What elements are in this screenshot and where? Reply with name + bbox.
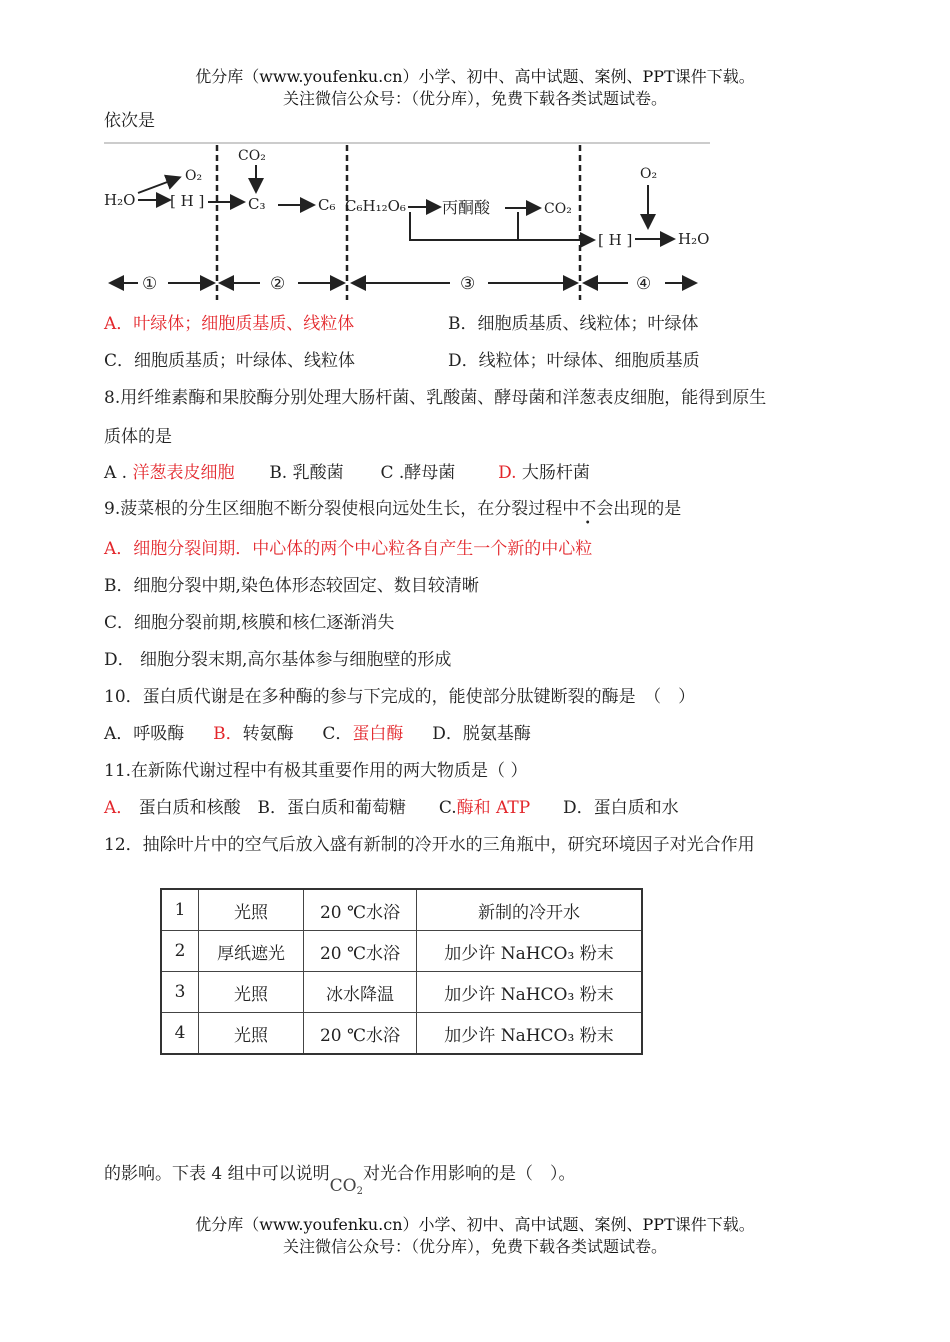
q9-option-b: B．细胞分裂中期,染色体形态较固定、数目较清晰 [104, 576, 479, 596]
table-cell: 冰水降温 [304, 972, 417, 1013]
region-label-4: ④ [636, 274, 652, 294]
header-line-2: 关注微信公众号：（优分库），免费下载各类试题试卷。 [282, 89, 667, 108]
label-pyruvate: 丙酮酸 [442, 198, 491, 217]
intro-text: 依次是 [104, 111, 155, 131]
q8-stem-line2: 质体的是 [104, 427, 172, 447]
table-cell: 加少许 NaHCO₃ 粉末 [417, 972, 643, 1013]
q9-stem-part-a: 9.菠菜根的分生区细胞不断分裂使根向远处生长，在分裂过程中 [104, 499, 580, 519]
q12-tail [104, 1163, 576, 1197]
q7-option-b: B．细胞质基质、线粒体；叶绿体 [448, 314, 699, 334]
q8-option-d: 大肠杆菌 [521, 463, 590, 483]
table-row [161, 1013, 642, 1055]
metabolism-diagram [0, 0, 950, 310]
q11-option-b: B．蛋白质和葡萄糖 [257, 798, 406, 818]
q9-option-a: A．细胞分裂间期．中心体的两个中心粒各自产生一个新的中心粒 [104, 539, 593, 559]
label-c3: C₃ [248, 195, 266, 213]
q8-option-b: B. 乳酸菌 [269, 463, 344, 483]
footer-line-1: 优分库（www.youfenku.cn）小学、初中、高中试题、案例、PPT课件下载。 [195, 1215, 755, 1234]
co2-text: CO [329, 1176, 357, 1196]
q11-option-c-prefix: C. [438, 798, 457, 818]
q7-option-d: D．线粒体；叶绿体、细胞质基质 [448, 351, 700, 371]
label-co2-right: CO₂ [544, 201, 572, 217]
label-co2-top: CO₂ [238, 148, 266, 164]
table-cell: 3 [161, 972, 199, 1013]
table-cell: 20 ℃水浴 [304, 889, 417, 931]
table-cell: 2 [161, 931, 199, 972]
table-row [161, 889, 642, 931]
label-h-right: [ H ] [598, 231, 633, 249]
q11-stem: 11.在新陈代谢过程中有极其重要作用的两大物质是（ ） [104, 761, 528, 781]
experiment-table [160, 888, 643, 1055]
table-cell: 1 [161, 889, 199, 931]
q9-stem-emphasis: 不 [579, 499, 597, 519]
q10-option-c: 蛋白酶 [352, 724, 404, 744]
q8-options [104, 462, 590, 484]
q11-option-a-prefix: A． [104, 798, 134, 818]
table-cell: 光照 [199, 972, 304, 1013]
footer-line-2: 关注微信公众号：（优分库），免费下载各类试题试卷。 [282, 1237, 667, 1256]
q12-tail-part-a: 的影响。下表 4 组中可以说明 [104, 1164, 330, 1184]
q7-option-a: A．叶绿体；细胞质基质、线粒体 [104, 314, 355, 334]
q8-option-c: C .酵母菌 [380, 463, 456, 483]
table-cell: 加少许 NaHCO₃ 粉末 [417, 931, 643, 972]
q11-option-d: D．蛋白质和水 [562, 798, 679, 818]
table-cell: 厚纸遮光 [199, 931, 304, 972]
table-cell: 20 ℃水浴 [304, 931, 417, 972]
label-h-left: [ H ] [170, 192, 205, 210]
label-h2o-left: H₂O [104, 191, 136, 209]
q9-option-c: C．细胞分裂前期,核膜和核仁逐渐消失 [104, 613, 395, 633]
table-cell: 加少许 NaHCO₃ 粉末 [417, 1013, 643, 1055]
table-cell: 光照 [199, 889, 304, 931]
q11-option-a: 蛋白质和核酸 [138, 798, 241, 818]
q10-option-b-prefix: B． [213, 724, 243, 744]
q8-option-a-prefix: A . [104, 463, 128, 483]
region-label-3: ③ [460, 274, 476, 294]
q11-option-c: 酶和 ATP [456, 798, 531, 818]
q10-option-b: 转氨酶 [242, 724, 294, 744]
table-cell: 光照 [199, 1013, 304, 1055]
region-label-1: ① [142, 274, 158, 294]
header-line-1: 优分库（www.youfenku.cn）小学、初中、高中试题、案例、PPT课件下载。 [195, 67, 755, 86]
q11-options [104, 797, 679, 819]
co2-formula [330, 1176, 363, 1196]
table-cell: 新制的冷开水 [417, 889, 643, 931]
q9-option-d: D． 细胞分裂末期,高尔基体参与细胞壁的形成 [104, 650, 452, 670]
q9-stem-part-b: 会出现的是 [596, 499, 682, 519]
co2-subscript: 2 [356, 1186, 363, 1197]
label-o2-top: O₂ [185, 168, 203, 184]
q10-option-d: D．脱氨基酶 [432, 724, 531, 744]
table-cell: 20 ℃水浴 [304, 1013, 417, 1055]
q10-stem: 10．蛋白质代谢是在多种酶的参与下完成的，能使部分肽键断裂的酶是 （ ） [104, 687, 696, 707]
label-o2-right: O₂ [640, 166, 658, 182]
q9-stem [104, 498, 681, 520]
q8-option-d-prefix: D. [498, 463, 517, 483]
q8-option-a: 洋葱表皮细胞 [132, 463, 235, 483]
arrow-h2o-o2 [138, 178, 178, 193]
table-row [161, 931, 642, 972]
q10-options [104, 723, 531, 745]
q8-stem-line1: 8.用纤维素酶和果胶酶分别处理大肠杆菌、乳酸菌、酵母菌和洋葱表皮细胞，能得到原生 [104, 388, 767, 408]
label-h2o-right: H₂O [678, 230, 710, 248]
q10-option-c-prefix: C． [322, 724, 353, 744]
label-c6h12o6: C₆H₁₂O₆ [345, 197, 406, 215]
q10-option-a: A．呼吸酶 [104, 724, 185, 744]
q12-tail-part-b: 对光合作用影响的是（ ）。 [362, 1164, 576, 1184]
q12-stem: 12．抽除叶片中的空气后放入盛有新制的冷开水的三角瓶中，研究环境因子对光合作用 [104, 835, 755, 855]
table-cell: 4 [161, 1013, 199, 1055]
q7-option-c: C．细胞质基质；叶绿体、线粒体 [104, 351, 356, 371]
region-label-2: ② [270, 274, 286, 294]
label-c6: C₆ [318, 196, 336, 214]
table-row [161, 972, 642, 1013]
